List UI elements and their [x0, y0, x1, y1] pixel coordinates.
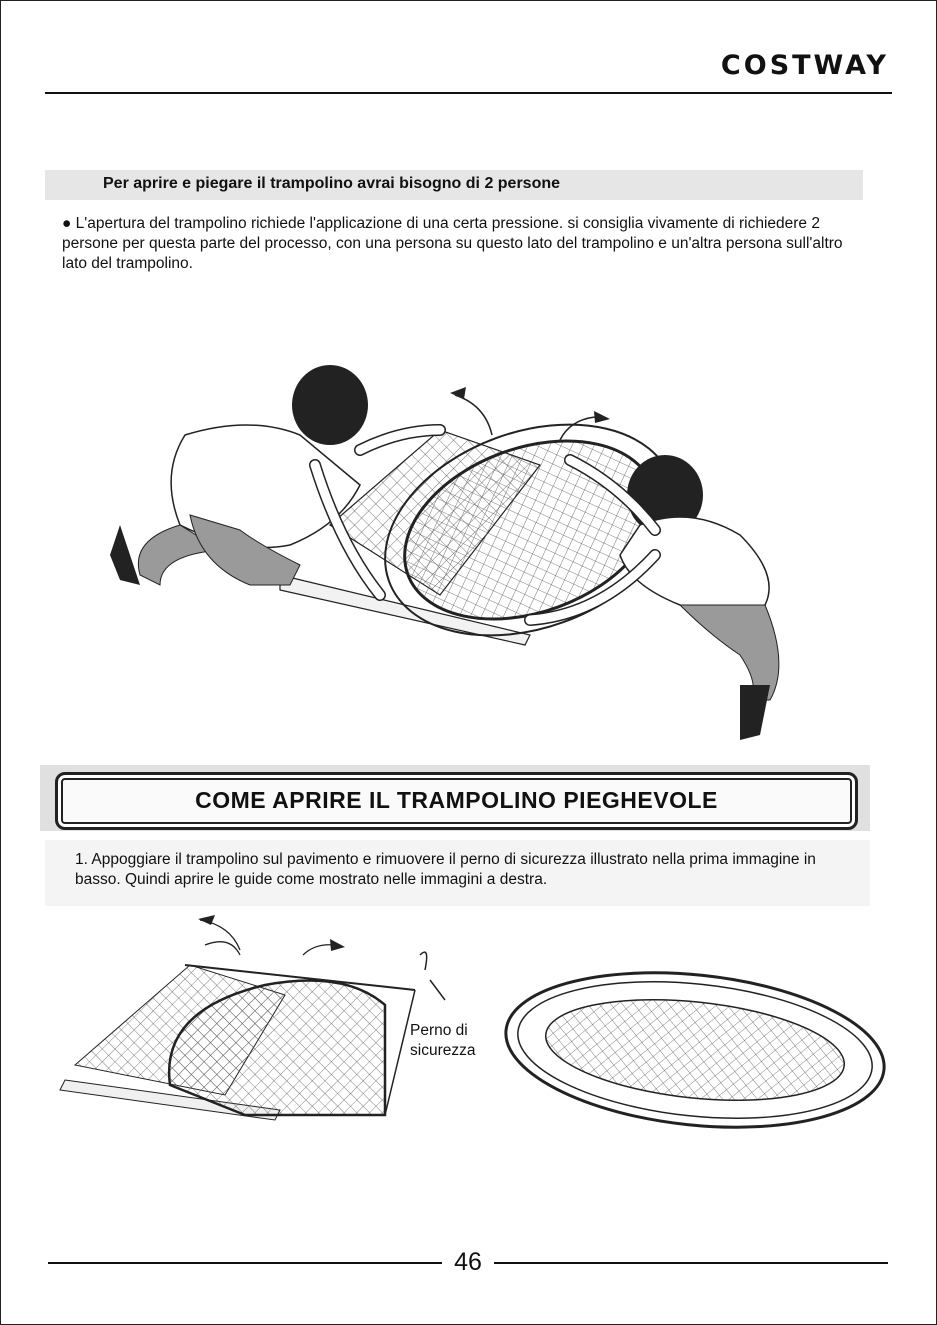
section-heading-bar [45, 170, 863, 200]
header-divider [45, 92, 892, 94]
brand-logo: COSTWAY [720, 50, 889, 81]
safety-pin-label [410, 1021, 475, 1061]
section-title: COME APRIRE IL TRAMPOLINO PIEGHEVOLE [195, 787, 718, 813]
people-unfolding-illustration [100, 355, 820, 755]
footer-divider-left [48, 1262, 442, 1264]
step-box [45, 840, 870, 906]
instruction-paragraph: ● L'apertura del trampolino richiede l'applicazione di una certa pressione. si consiglia vivamente di richiedere 2 persone per questa parte del processo, con una persona su questo lato del trampolino e un'altra persona sull'altro lato del trampolino. [62, 215, 843, 272]
step-1-text: 1. Appoggiare il trampolino sul pavimento e rimuovere il perno di sicurezza illustrato nella prima immagine in basso. Quindi aprire le guide come mostrato nelle immagini a destra. [75, 851, 816, 888]
pin-label-line2: sicurezza [410, 1042, 476, 1059]
oval-trampoline-illustration [495, 965, 900, 1140]
section-title-frame [55, 772, 858, 830]
section-heading: Per aprire e piegare il trampolino avrai bisogno di 2 persone [103, 175, 561, 192]
pin-label-line1: Perno di [410, 1022, 468, 1039]
footer-divider-right [494, 1262, 888, 1264]
page-number: 46 [454, 1248, 482, 1276]
